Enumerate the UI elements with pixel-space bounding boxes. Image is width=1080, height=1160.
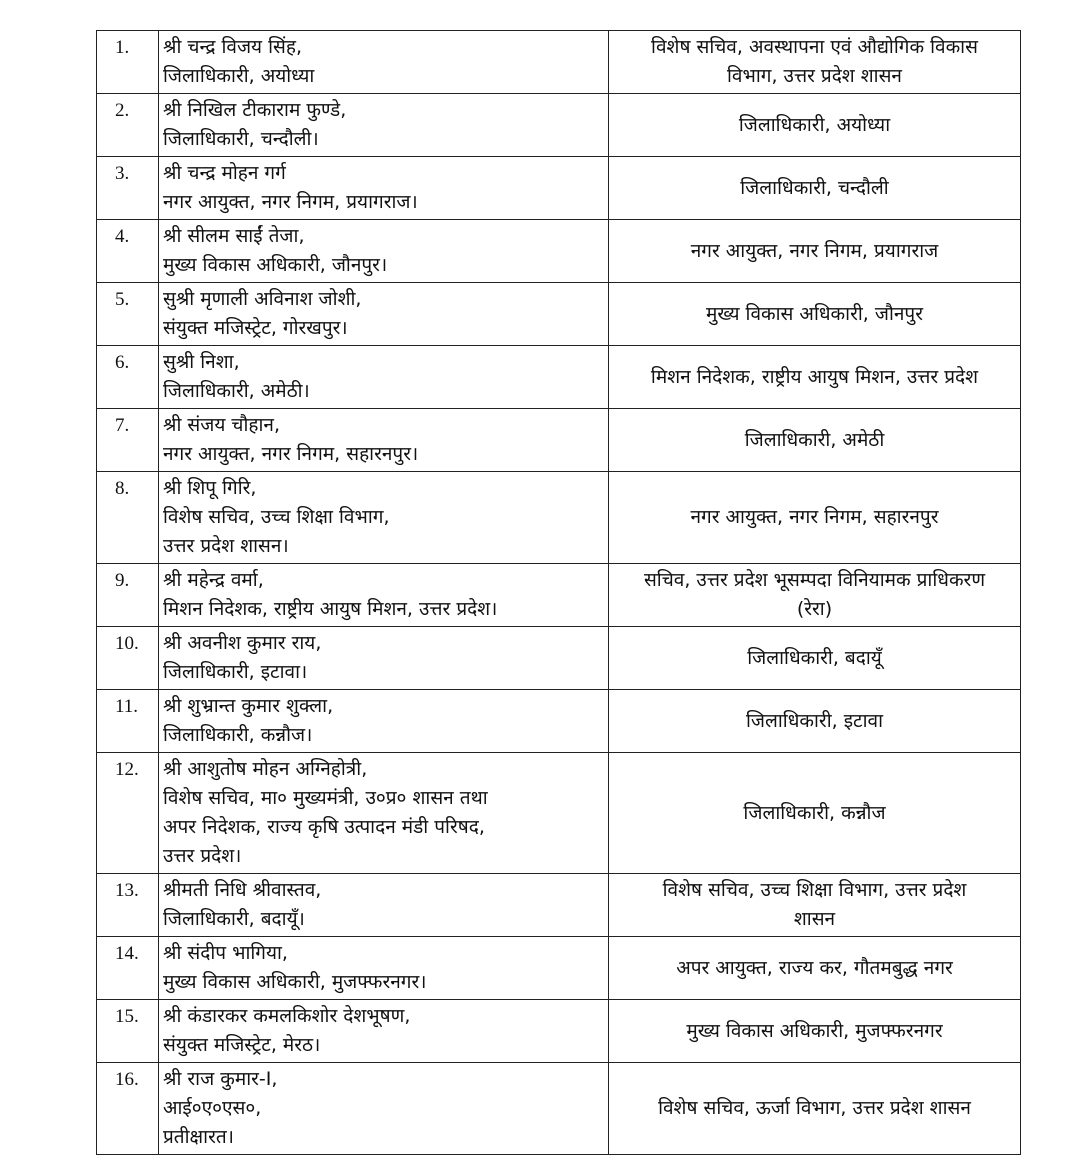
officer-current-post: अपर निदेशक, राज्य कृषि उत्पादन मंडी परिषद, [163, 816, 485, 838]
new-posting-cell [609, 31, 1021, 94]
serial-number: 10. [97, 627, 159, 690]
new-posting-cell [609, 753, 1021, 874]
officer-name: श्री निखिल टीकाराम फुण्डे, [163, 99, 347, 121]
new-posting-text: मिशन निदेशक, राष्ट्रीय आयुष मिशन, उत्तर प्रदेश [650, 365, 979, 388]
officer-name: श्री राज कुमार-I, [163, 1068, 278, 1090]
officer-cell [159, 472, 609, 564]
new-posting-cell [609, 346, 1021, 409]
new-posting-text: जिलाधिकारी, चन्दौली [740, 176, 889, 199]
officer-name: श्री संजय चौहान, [163, 414, 280, 436]
table-row [97, 409, 1021, 472]
new-posting-cell [609, 157, 1021, 220]
serial-number: 9. [97, 564, 159, 627]
officer-cell [159, 937, 609, 1000]
new-posting-cell [609, 690, 1021, 753]
table-row [97, 472, 1021, 564]
officer-name: सुश्री निशा, [163, 351, 240, 373]
officer-current-post: जिलाधिकारी, कन्नौज। [163, 724, 313, 746]
officer-current-post: जिलाधिकारी, इटावा। [163, 661, 308, 683]
table-row [97, 564, 1021, 627]
table-row [97, 31, 1021, 94]
officer-current-post: नगर आयुक्त, नगर निगम, सहारनपुर। [163, 443, 419, 465]
new-posting-cell [609, 409, 1021, 472]
officer-current-post: जिलाधिकारी, चन्दौली। [163, 128, 319, 150]
officer-current-post: संयुक्त मजिस्ट्रेट, मेरठ। [163, 1034, 321, 1056]
officer-current-post: उत्तर प्रदेश शासन। [163, 535, 289, 557]
new-posting-cell [609, 1000, 1021, 1063]
officer-name: श्री कंडारकर कमलकिशोर देशभूषण, [163, 1005, 411, 1027]
serial-number: 8. [97, 472, 159, 564]
table-row [97, 94, 1021, 157]
officer-current-post: विशेष सचिव, मा० मुख्यमंत्री, उ०प्र० शासन तथा [163, 787, 488, 809]
officer-current-post: नगर आयुक्त, नगर निगम, प्रयागराज। [163, 191, 418, 213]
officer-cell [159, 627, 609, 690]
new-posting-text: विशेष सचिव, ऊर्जा विभाग, उत्तर प्रदेश शासन [658, 1097, 971, 1119]
officer-cell [159, 874, 609, 937]
serial-number: 11. [97, 690, 159, 753]
serial-number: 4. [97, 220, 159, 283]
officer-current-post: आई०ए०एस०, [163, 1097, 262, 1119]
serial-number: 16. [97, 1063, 159, 1155]
serial-number: 7. [97, 409, 159, 472]
officer-name: श्री संदीप भागिया, [163, 942, 288, 964]
officer-cell [159, 31, 609, 94]
officer-current-post: जिलाधिकारी, अयोध्या [163, 65, 315, 87]
officer-current-post: मुख्य विकास अधिकारी, मुजफ्फरनगर। [163, 971, 427, 993]
new-posting-text: नगर आयुक्त, नगर निगम, प्रयागराज [690, 239, 939, 262]
new-posting-text: मुख्य विकास अधिकारी, जौनपुर [706, 302, 923, 325]
officer-name: श्री अवनीश कुमार राय, [163, 632, 322, 654]
officer-cell [159, 409, 609, 472]
officer-cell [159, 220, 609, 283]
officer-current-post: प्रतीक्षारत। [163, 1126, 234, 1148]
officer-current-post: मिशन निदेशक, राष्ट्रीय आयुष मिशन, उत्तर प्रदेश। [163, 598, 498, 620]
new-posting-text: अपर आयुक्त, राज्य कर, गौतमबुद्ध नगर [676, 956, 953, 979]
table-row [97, 1063, 1021, 1155]
table-row [97, 690, 1021, 753]
new-posting-text: जिलाधिकारी, बदायूँ [747, 646, 882, 669]
new-posting-cell [609, 874, 1021, 937]
officer-cell [159, 157, 609, 220]
officer-cell [159, 753, 609, 874]
officer-cell [159, 1063, 609, 1155]
officer-current-post: विशेष सचिव, उच्च शिक्षा विभाग, [163, 506, 390, 528]
officer-cell [159, 283, 609, 346]
table-row [97, 627, 1021, 690]
officer-current-post: उत्तर प्रदेश। [163, 845, 242, 867]
new-posting-text: (रेरा) [796, 598, 833, 620]
new-posting-cell [609, 220, 1021, 283]
new-posting-text: जिलाधिकारी, कन्नौज [743, 801, 886, 824]
serial-number: 6. [97, 346, 159, 409]
serial-number: 14. [97, 937, 159, 1000]
table-row [97, 283, 1021, 346]
transfer-table [96, 30, 1021, 1155]
officer-name: श्री आशुतोष मोहन अग्निहोत्री, [163, 758, 368, 780]
new-posting-cell [609, 1063, 1021, 1155]
new-posting-cell [609, 283, 1021, 346]
officer-current-post: संयुक्त मजिस्ट्रेट, गोरखपुर। [163, 317, 348, 339]
new-posting-text: विशेष सचिव, उच्च शिक्षा विभाग, उत्तर प्रदेश [662, 879, 967, 901]
new-posting-text: नगर आयुक्त, नगर निगम, सहारनपुर [690, 506, 939, 528]
new-posting-text: मुख्य विकास अधिकारी, मुजफ्फरनगर [686, 1019, 943, 1042]
serial-number: 13. [97, 874, 159, 937]
serial-number: 15. [97, 1000, 159, 1063]
new-posting-text: जिलाधिकारी, अयोध्या [738, 113, 891, 136]
officer-cell [159, 1000, 609, 1063]
new-posting-text: विशेष सचिव, अवस्थापना एवं औद्योगिक विकास [651, 36, 978, 58]
new-posting-cell [609, 472, 1021, 564]
table-row [97, 874, 1021, 937]
table-row [97, 937, 1021, 1000]
new-posting-text: जिलाधिकारी, इटावा [745, 709, 884, 732]
officer-name: श्रीमती निधि श्रीवास्तव, [163, 879, 322, 901]
officer-name: श्री शिपू गिरि, [163, 477, 257, 499]
officer-current-post: जिलाधिकारी, बदायूँ। [163, 908, 305, 930]
serial-number: 5. [97, 283, 159, 346]
table-row [97, 157, 1021, 220]
new-posting-text: शासन [793, 908, 836, 930]
serial-number: 2. [97, 94, 159, 157]
officer-cell [159, 346, 609, 409]
serial-number: 3. [97, 157, 159, 220]
new-posting-text: जिलाधिकारी, अमेठी [744, 428, 885, 451]
serial-number: 12. [97, 753, 159, 874]
new-posting-cell [609, 564, 1021, 627]
new-posting-cell [609, 937, 1021, 1000]
officer-current-post: जिलाधिकारी, अमेठी। [163, 380, 310, 402]
new-posting-text: सचिव, उत्तर प्रदेश भूसम्पदा विनियामक प्राधिकरण [643, 569, 986, 591]
serial-number: 1. [97, 31, 159, 94]
officer-cell [159, 690, 609, 753]
officer-name: श्री शुभ्रान्त कुमार शुक्ला, [163, 695, 334, 717]
new-posting-cell [609, 627, 1021, 690]
officer-name: श्री चन्द्र विजय सिंह, [163, 36, 303, 58]
officer-name: श्री सीलम साईं तेजा, [163, 225, 305, 247]
officer-current-post: मुख्य विकास अधिकारी, जौनपुर। [163, 254, 388, 276]
new-posting-text: विभाग, उत्तर प्रदेश शासन [727, 65, 902, 87]
new-posting-cell [609, 94, 1021, 157]
officer-name: सुश्री मृणाली अविनाश जोशी, [163, 288, 362, 310]
officer-cell [159, 564, 609, 627]
officer-cell [159, 94, 609, 157]
table-row [97, 220, 1021, 283]
table-row [97, 1000, 1021, 1063]
table-row [97, 346, 1021, 409]
transfer-table-body [97, 31, 1021, 1155]
table-row [97, 753, 1021, 874]
officer-name: श्री चन्द्र मोहन गर्ग [163, 162, 286, 184]
transfer-list-sheet [96, 30, 1020, 1155]
officer-name: श्री महेन्द्र वर्मा, [163, 569, 264, 591]
